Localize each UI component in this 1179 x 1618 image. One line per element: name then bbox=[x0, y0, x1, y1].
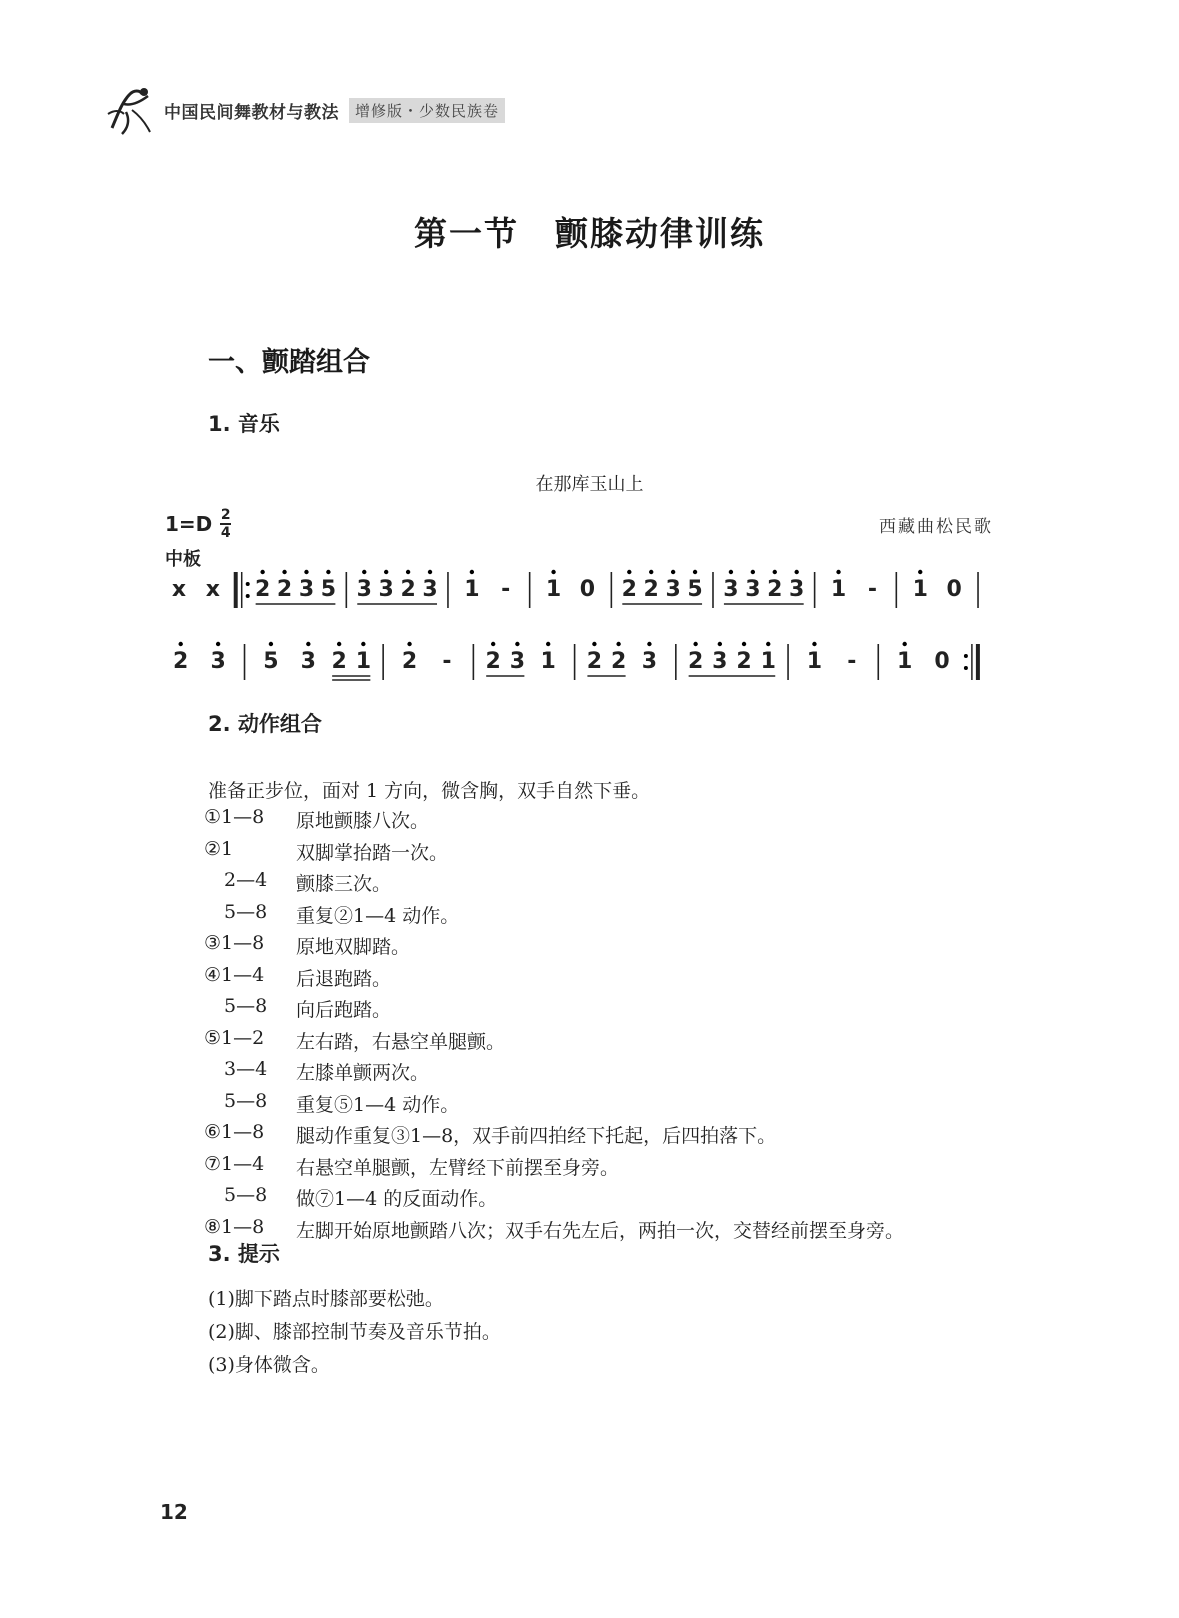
note: 3 bbox=[210, 649, 226, 674]
movement-heading: 2. 动作组合 bbox=[208, 712, 322, 736]
octave-dot bbox=[751, 570, 755, 574]
chapter-number: 第一节 bbox=[414, 214, 519, 253]
song-origin: 西藏曲松民歌 bbox=[879, 517, 993, 537]
note: 5 bbox=[320, 577, 337, 602]
step-item bbox=[224, 1058, 430, 1084]
octave-dot bbox=[794, 570, 798, 574]
octave-dot bbox=[742, 642, 746, 646]
tempo-marking: 中板 bbox=[165, 549, 201, 570]
step-description: 原地颤膝八次。 bbox=[296, 810, 430, 832]
octave-dot bbox=[179, 642, 183, 646]
tip-item: (2)脚、膝部控制节奏及音乐节拍。 bbox=[208, 1321, 501, 1343]
note: 1 bbox=[545, 577, 562, 602]
octave-dot bbox=[627, 570, 631, 574]
octave-dot bbox=[326, 570, 330, 574]
step-description: 左脚开始原地颤踏八次；双手右先左后，两拍一次，交替经前摆至身旁。 bbox=[296, 1219, 905, 1242]
octave-dot bbox=[649, 570, 653, 574]
octave-dot bbox=[693, 570, 697, 574]
octave-dot bbox=[902, 642, 906, 646]
note: 3 bbox=[509, 649, 526, 674]
step-item bbox=[224, 900, 460, 927]
octave-dot bbox=[470, 570, 474, 574]
song-title: 在那库玉山上 bbox=[535, 474, 644, 495]
step-count: ⑤1—2 bbox=[204, 1026, 265, 1049]
note: 2 bbox=[331, 649, 347, 674]
note: 2 bbox=[736, 649, 752, 674]
octave-dot bbox=[592, 642, 596, 646]
step-description: 腿动作重复③1—8，双手前四拍经下托起，后四拍落下。 bbox=[296, 1125, 777, 1147]
octave-dot bbox=[812, 642, 816, 646]
book-title: 中国民间舞教材与教法 bbox=[164, 102, 339, 123]
note: 2 bbox=[643, 577, 659, 602]
note: 0 bbox=[579, 577, 596, 602]
note: 2 bbox=[485, 649, 501, 674]
octave-dot bbox=[693, 642, 697, 646]
time-bottom: 4 bbox=[220, 525, 231, 541]
note: x bbox=[171, 577, 187, 602]
note: 2 bbox=[586, 649, 603, 674]
note: 3 bbox=[665, 577, 681, 602]
octave-dot bbox=[766, 642, 770, 646]
note: 2 bbox=[621, 577, 637, 602]
octave-dot bbox=[718, 642, 722, 646]
step-item bbox=[224, 995, 392, 1021]
note: 3 bbox=[300, 649, 316, 674]
octave-dot bbox=[260, 570, 264, 574]
step-item bbox=[224, 1089, 460, 1116]
octave-dot bbox=[361, 642, 365, 646]
tips-heading: 3. 提示 bbox=[208, 1242, 280, 1266]
note: 2 bbox=[687, 649, 704, 674]
octave-dot bbox=[515, 642, 519, 646]
octave-dot bbox=[918, 570, 922, 574]
volume-badge: 增修版・少数民族卷 bbox=[349, 98, 505, 123]
repeat-dot bbox=[246, 594, 250, 598]
step-description: 重复②1—4 动作。 bbox=[296, 904, 460, 927]
note: 3 bbox=[298, 577, 315, 602]
note: 1 bbox=[806, 649, 823, 674]
note: 2 bbox=[401, 649, 418, 674]
note: 3 bbox=[723, 577, 739, 602]
step-count: ②1 bbox=[204, 837, 234, 860]
octave-dot bbox=[362, 570, 366, 574]
octave-dot bbox=[491, 642, 495, 646]
time-top: 2 bbox=[220, 507, 231, 523]
note: 5 bbox=[687, 577, 703, 602]
tip-item: (3)身体微含。 bbox=[208, 1354, 330, 1376]
note: 3 bbox=[378, 577, 394, 602]
octave-dot bbox=[306, 642, 310, 646]
repeat-dot bbox=[964, 654, 968, 658]
step-count: 5—8 bbox=[224, 1089, 268, 1112]
octave-dot bbox=[616, 642, 620, 646]
step-description: 后退跑踏。 bbox=[296, 967, 392, 990]
step-description: 原地双脚踏。 bbox=[296, 936, 411, 958]
note: x bbox=[205, 577, 220, 602]
note: 3 bbox=[422, 577, 438, 602]
note: 1 bbox=[912, 577, 928, 602]
step-count: 5—8 bbox=[224, 995, 268, 1017]
note: 2 bbox=[400, 577, 416, 602]
note: 0 bbox=[934, 649, 950, 674]
step-item bbox=[204, 932, 411, 958]
step-description: 左右踏，右悬空单腿颤。 bbox=[296, 1030, 506, 1053]
note: 2 bbox=[173, 649, 189, 674]
step-count: 2—4 bbox=[224, 869, 268, 891]
step-item bbox=[204, 963, 392, 990]
step-count: ③1—8 bbox=[204, 932, 265, 954]
note: 1 bbox=[464, 577, 480, 602]
step-description: 左膝单颤两次。 bbox=[296, 1062, 430, 1084]
chapter-name: 颤膝动律训练 bbox=[555, 214, 765, 253]
preparation-text: 准备正步位，面对 1 方向，微含胸，双手自然下垂。 bbox=[208, 780, 651, 802]
step-count: 3—4 bbox=[224, 1058, 268, 1080]
note: 2 bbox=[254, 577, 271, 602]
octave-dot bbox=[337, 642, 341, 646]
note: 2 bbox=[610, 649, 627, 674]
step-description: 右悬空单腿颤，左臂经下前摆至身旁。 bbox=[296, 1156, 620, 1179]
note: 3 bbox=[712, 649, 728, 674]
note: 1 bbox=[897, 649, 913, 674]
tip-item: (1)脚下踏点时膝部要松弛。 bbox=[208, 1288, 444, 1310]
note: 1 bbox=[830, 577, 847, 602]
octave-dot bbox=[304, 570, 308, 574]
note: 1 bbox=[355, 649, 372, 674]
step-description: 双脚掌抬踏一次。 bbox=[296, 841, 449, 864]
note: 2 bbox=[767, 577, 783, 602]
note: 0 bbox=[946, 577, 962, 602]
step-item bbox=[204, 1215, 905, 1242]
step-count: ①1—8 bbox=[204, 806, 265, 828]
octave-dot bbox=[216, 642, 220, 646]
step-count: 5—8 bbox=[224, 900, 268, 923]
note: 1 bbox=[760, 649, 776, 674]
note: 3 bbox=[356, 577, 372, 602]
note: 3 bbox=[745, 577, 761, 602]
note: - bbox=[867, 577, 877, 602]
step-description: 重复⑤1—4 动作。 bbox=[296, 1093, 460, 1116]
note: 1 bbox=[540, 649, 556, 674]
step-description: 向后跑踏。 bbox=[296, 999, 392, 1021]
octave-dot bbox=[729, 570, 733, 574]
step-count: ⑧1—8 bbox=[204, 1215, 265, 1238]
music-heading: 1. 音乐 bbox=[208, 412, 280, 436]
note: 5 bbox=[263, 649, 279, 674]
octave-dot bbox=[428, 570, 432, 574]
octave-dot bbox=[282, 570, 286, 574]
octave-dot bbox=[647, 642, 651, 646]
step-item bbox=[224, 869, 392, 895]
step-item bbox=[204, 837, 449, 864]
octave-dot bbox=[546, 642, 550, 646]
step-item bbox=[224, 1184, 498, 1210]
step-count: 5—8 bbox=[224, 1184, 268, 1206]
octave-dot bbox=[406, 570, 410, 574]
octave-dot bbox=[384, 570, 388, 574]
octave-dot bbox=[407, 642, 411, 646]
step-count: ④1—4 bbox=[204, 963, 265, 986]
octave-dot bbox=[551, 570, 555, 574]
jianpu-score bbox=[0, 0, 1179, 720]
step-count: ⑦1—4 bbox=[204, 1152, 265, 1175]
note: 2 bbox=[276, 577, 293, 602]
section-title: 一、颤踏组合 bbox=[208, 347, 370, 378]
step-description: 做⑦1—4 的反面动作。 bbox=[296, 1188, 498, 1210]
octave-dot bbox=[671, 570, 675, 574]
repeat-dot bbox=[964, 666, 968, 670]
repeat-dot bbox=[246, 582, 250, 586]
step-item bbox=[204, 1152, 620, 1179]
step-description: 颤膝三次。 bbox=[296, 873, 392, 895]
step-item bbox=[204, 806, 430, 832]
step-item bbox=[204, 1121, 777, 1147]
note: - bbox=[442, 649, 452, 674]
note: - bbox=[847, 649, 857, 674]
note: - bbox=[501, 577, 511, 602]
page-number: 12 bbox=[160, 1500, 188, 1524]
step-count: ⑥1—8 bbox=[204, 1121, 265, 1143]
octave-dot bbox=[836, 570, 840, 574]
key-label: 1=D bbox=[165, 512, 213, 536]
note: 3 bbox=[641, 649, 658, 674]
octave-dot bbox=[773, 570, 777, 574]
step-item bbox=[204, 1026, 506, 1053]
note: 3 bbox=[789, 577, 805, 602]
octave-dot bbox=[269, 642, 273, 646]
